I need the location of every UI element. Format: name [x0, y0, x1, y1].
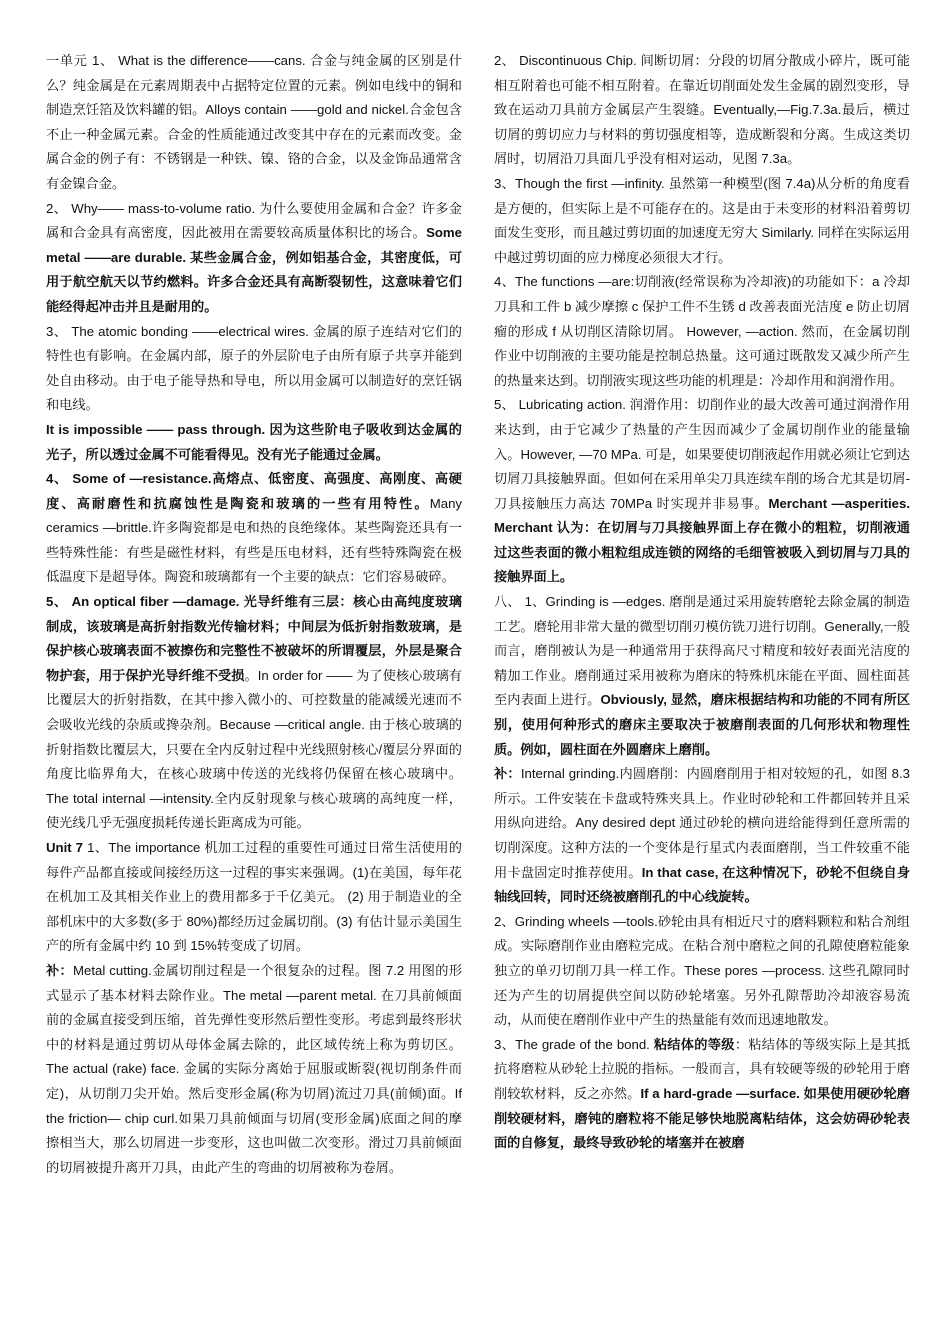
right-column: [494, 49, 910, 1339]
bold-text-segment: Merchant —asperities. Merchant 认为：在切屑与刀具接触界面上存在微小的粗粒，切削液通过这些表面的微小粗粒组成连锁的网络的毛细管被吸入到切屑与刀具的接触界面上。: [494, 495, 910, 585]
paragraph: [494, 172, 910, 270]
paragraph: [46, 959, 462, 1180]
text-segment: ：粘结体的等级实际上是其抵抗将磨粒从砂轮上拉脱的指标。一般而言，具有较硬等级的砂轮用于磨削较软材料，反之亦然。: [494, 1036, 910, 1101]
bold-text-segment: 4、 Some of —resistance.高熔点、低密度、高强度、高刚度、高硬度、高耐磨性和抗腐蚀性是陶瓷和玻璃的一些有用特性。: [46, 471, 462, 511]
paragraph: [494, 762, 910, 910]
paragraph: [46, 836, 462, 959]
bold-text-segment: Unit 7: [46, 840, 88, 855]
paragraph: [46, 590, 462, 836]
text-segment: 3、Though the first —infinity. 虽然第一种模型(图 7.4a)从分析的角度看是方便的，但实际上是不可能存在的。这是由于未变形的材料沿着剪切面发生变形，而且越过剪切面的加速度无穷大 Similarly. 同样在实际运用中越过剪切面的应力梯度必须很大才行。: [494, 175, 910, 265]
text-segment: 1、The importance 机加工过程的重要性可通过日常生活使用的每件产品都直接或间接经历这一过程的事实来强调。(1)在美国，每年花在机加工及其相关作业上的费用都多于千亿美元。 (2) 用于制造业的全部机床中的大多数(多于 80%)都经历过金属切削。(3) 有估计显示美国生产的所有金属中约 10 到 15%转变成了切屑。: [46, 840, 462, 954]
text-segment: 2、Grinding wheels —tools.砂轮由具有相近尺寸的磨料颗粒和粘合剂组成。实际磨削作业由磨粒完成。在粘合剂中磨粒之间的孔隙使磨粒能象独立的单刃切削刀具一样工作。These pores —process. 这些孔隙同时还为产生的切屑提供空间以防砂轮堵塞。另外孔隙帮助冷却液容易流动，从而使在磨削作业中产生的热量能有效而迅速地散发。: [494, 913, 910, 1028]
text-segment: 2、 Discontinuous Chip. 间断切屑：分段的切屑分散成小碎片，既可能相互附着也可能不相互附着。在靠近切削面处发生金属的剧烈变形，导致在运动刀具前方金属层产生裂缝。Eventually,—Fig.7.3a.最后，横过切屑的剪切应力与材料的剪切强度相等，造成断裂和分离。生成这类切屑时，切屑沿刀具面几乎没有相对运动，见图 7.3a。: [494, 53, 910, 167]
bold-text-segment: 补：: [494, 766, 521, 782]
text-segment: 。In order for —— 为了使核心玻璃有比覆层大的折射指数，在其中掺入微小的、可控数量的能减缓光速而不会吸收光线的杂质或搀杂剂。Because —critical angle. 由于核心玻璃的折射指数比覆层大，只要在全内反射过程中光线照射核心/覆层分界面的角度比临界角大，在核心玻璃中传送的光线将仍保留在核心玻璃中。The total internal —intensity.全内反射现象与核心玻璃的高纯度一样，使光线几乎无强度损耗传递长距离成为可能。: [46, 667, 462, 831]
left-column: [46, 49, 462, 1335]
bold-text-segment: Some metal ——are durable. 某些金属合金，例如铝基合金，其密度低，可用于航空航天以节约燃料。许多合金还具有高断裂韧性，这意味着它们能经得起冲击并且是耐用的。: [46, 225, 462, 314]
paragraph: [46, 320, 462, 418]
bold-text-segment: 补：: [46, 962, 74, 978]
paragraph: [46, 418, 462, 467]
text-segment: 2、 Why—— mass-to-volume ratio. 为什么要使用金属和合金？许多金属和合金具有高密度，因此被用在需要较高质量体积比的场合。: [46, 200, 462, 241]
text-segment: Internal grinding.内圆磨削：内圆磨削用于相对较短的孔，如图 8.3 所示。工件安装在卡盘或特殊夹具上。作业时砂轮和工件都回转并且采用纵向进给。Any desired dept 通过砂轮的横向进给能得到任意所需的切削深度。这种方法的一个变体是行星式内表面磨削，当工件较重不能用卡盘固定时推荐使用。: [494, 766, 910, 880]
bold-text-segment: Obviously, 显然，磨床根据结构和功能的不同有所区别，使用何种形式的磨床主要取决于被磨削表面的几何形状和物理性质。例如，圆柱面在外圆磨床上磨削。: [494, 692, 910, 757]
paragraph: [494, 590, 910, 762]
text-segment: Metal cutting.金属切削过程是一个很复杂的过程。图 7.2 用图的形式显示了基本材料去除作业。The metal —parent metal. 在刀具前倾面前的金属直接受到压缩，首先弹性变形然后塑性变形。考虑到最终形状中的材料是通过剪切从母体金属去除的，此区域传统上称为剪切区。The actual (rake) face. 金属的实际分离始于屈服或断裂(视切削条件而定)，从切削刀尖开始。然后变形金属(称为切屑)流过刀具(前倾)面。If the friction— chip curl.如果刀具前倾面与切屑(变形金属)底面之间的摩擦相当大，那么切屑进一步变形，这也叫做二次变形。滑过刀具前倾面的切屑被提升离开刀具，由此产生的弯曲的切屑被称为卷屑。: [46, 962, 462, 1175]
text-segment: 八、 1、Grinding is —edges. 磨削是通过采用旋转磨轮去除金属的制造工艺。磨轮用非常大量的微型切削刃模仿铣刀进行切削。Generally,一般而言，磨削被认为是一种通常用于获得高尺寸精度和较好表面光洁度的精加工作业。磨削通过采用被称为磨床的特殊机床能在平面、圆柱面甚至内表面上进行。: [494, 594, 910, 708]
text-segment: Many ceramics —brittle.许多陶瓷都是电和热的良绝缘体。某些陶瓷还具有一些特殊性能：有些是磁性材料，有些是压电材料，还有些特殊陶瓷在极低温度下是超导体。陶瓷和玻璃都有一个主要的缺点：它们容易破碎。: [46, 495, 462, 585]
paragraph: [494, 910, 910, 1033]
paragraph: [46, 467, 462, 590]
bold-text-segment: In that case, 在这种情况下，砂轮不但绕自身轴线回转，同时还绕被磨削孔的中心线旋转。: [494, 864, 910, 905]
text-segment: 4、The functions —are:切削液(经常误称为冷却液)的功能如下：a 冷却刀具和工件 b 减少摩擦 c 保护工件不生锈 d 改善表面光洁度 e 防止切屑瘤的形成 f 从切削区清除切屑。 However, —action. 然而，在金属切削作业中切削液的主要功能是控制总热量。这可通过既散发又减少所产生的热量来达到。切削液实现这些功能的机理是：冷却作用和润滑作用。: [494, 274, 910, 388]
paragraph: [494, 270, 910, 393]
bold-text-segment: 粘结体的等级: [653, 1036, 735, 1052]
paragraph: [46, 197, 462, 320]
text-segment: 3、 The atomic bonding ——electrical wires. 金属的原子连结对它们的特性也有影响。在金属内部，原子的外层阶电子由所有原子共享并能到处自由移动。由于电子能导热和导电，所以用金属可以制造好的烹饪锅和电线。: [46, 323, 462, 413]
bold-text-segment: 5、 An optical fiber —damage. 光导纤维有三层：核心由高纯度玻璃制成，该玻璃是高折射指数光传输材料；中间层为低折射指数玻璃，是保护核心玻璃表面不被擦伤和完整性不被破坏的所谓覆层，外层是聚合物护套，用于保护光导纤维不受损: [46, 594, 462, 683]
text-segment: 一单元 1、 What is the difference——cans. 合金与纯金属的区别是什么？纯金属是在元素周期表中占据特定位置的元素。例如电线中的铜和制造烹饪箔及饮料罐的铝。Alloys contain ——gold and nickel.合金包含不止一种金属元素。合金的性质能通过改变其中存在的元素而改变。金属合金的例子有：不锈钢是一种铁、镍、铬的合金，以及金饰品通常含有金镍合金。: [46, 53, 462, 191]
text-segment: 5、 Lubricating action. 润滑作用：切削作业的最大改善可通过润滑作用来达到，由于它减少了热量的产生因而减少了金属切削作业的能量输入。However, —70 MPa. 可是，如果要使切削液起作用就必须让它到达切屑刀具接触界面。但如何在采用单尖刀具连续车削的场合尤其是切屑-刀具接触压力高达 70MPa 时实现并非易事。: [494, 397, 910, 511]
paragraph: [46, 49, 462, 197]
paragraph: [494, 49, 910, 172]
paragraph: [494, 1033, 910, 1156]
bold-text-segment: It is impossible —— pass through. 因为这些阶电子吸收到达金属的光子，所以透过金属不可能看得见。没有光子能通过金属。: [46, 421, 462, 462]
paragraph: [494, 393, 910, 590]
text-segment: 3、The grade of the bond.: [494, 1036, 654, 1052]
bold-text-segment: If a hard-grade —surface. 如果使用硬砂轮磨削较硬材料，磨钝的磨粒将不能足够快地脱离粘结体，这会妨碍砂轮表面的自修复，最终导致砂轮的堵塞并在被磨: [494, 1085, 910, 1151]
